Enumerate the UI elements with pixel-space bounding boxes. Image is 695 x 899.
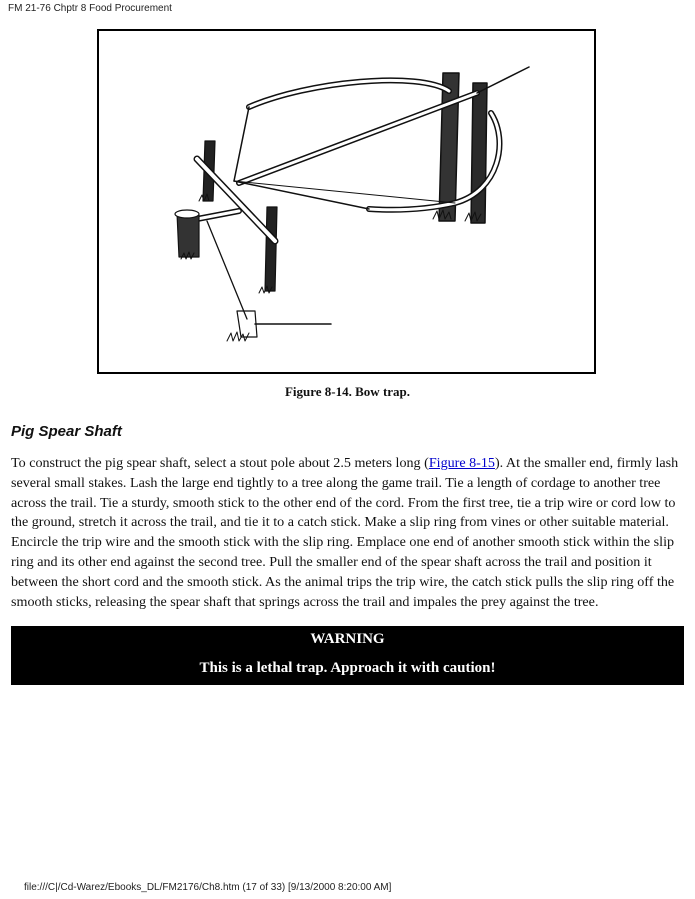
paragraph-text-start: To construct the pig spear shaft, select a stout pole about 2.5 meters long ( <box>11 455 429 471</box>
warning-text: This is a lethal trap. Approach it with caution! <box>199 660 496 676</box>
section-heading: Pig Spear Shaft <box>11 423 122 440</box>
warning-title: WARNING <box>310 631 385 647</box>
paragraph-text-end: ). At the smaller end, firmly lash several small stakes. Lash the large end tightly to a tree along the game trail. Tie a length of cordage to another tree across the trail. Tie a sturdy, smooth stick to the other end of the cord. From the first tree, tie a trip wire or cord low to the ground, stretch it across the trail, and tie it to a catch stick. Make a slip ring from vines or other suitable material. Encircle the trip wire and the smooth stick with the slip ring. Emplace one end of another smooth stick within the slip ring and its other end against the second tree. Pull the smaller end of the spear shaft across the trail and position it between the short cord and the smooth stick. As the animal trips the trip wire, the catch stick pulls the slip ring off the smooth sticks, releasing the spear shaft that springs across the trail and impales the prey against the tree. <box>11 455 679 610</box>
warning-box <box>11 626 684 685</box>
page-header: FM 21-76 Chptr 8 Food Procurement <box>8 3 172 14</box>
bow-trap-illustration <box>99 31 594 372</box>
body-paragraph <box>11 454 686 612</box>
figure-caption: Figure 8-14. Bow trap. <box>284 384 411 399</box>
figure-8-15-link[interactable]: Figure 8-15 <box>428 455 495 471</box>
page-footer: file:///C|/Cd-Warez/Ebooks_DL/FM2176/Ch8.htm (17 of 33) [9/13/2000 8:20:00 AM] <box>24 882 392 893</box>
figure-frame <box>97 29 596 374</box>
